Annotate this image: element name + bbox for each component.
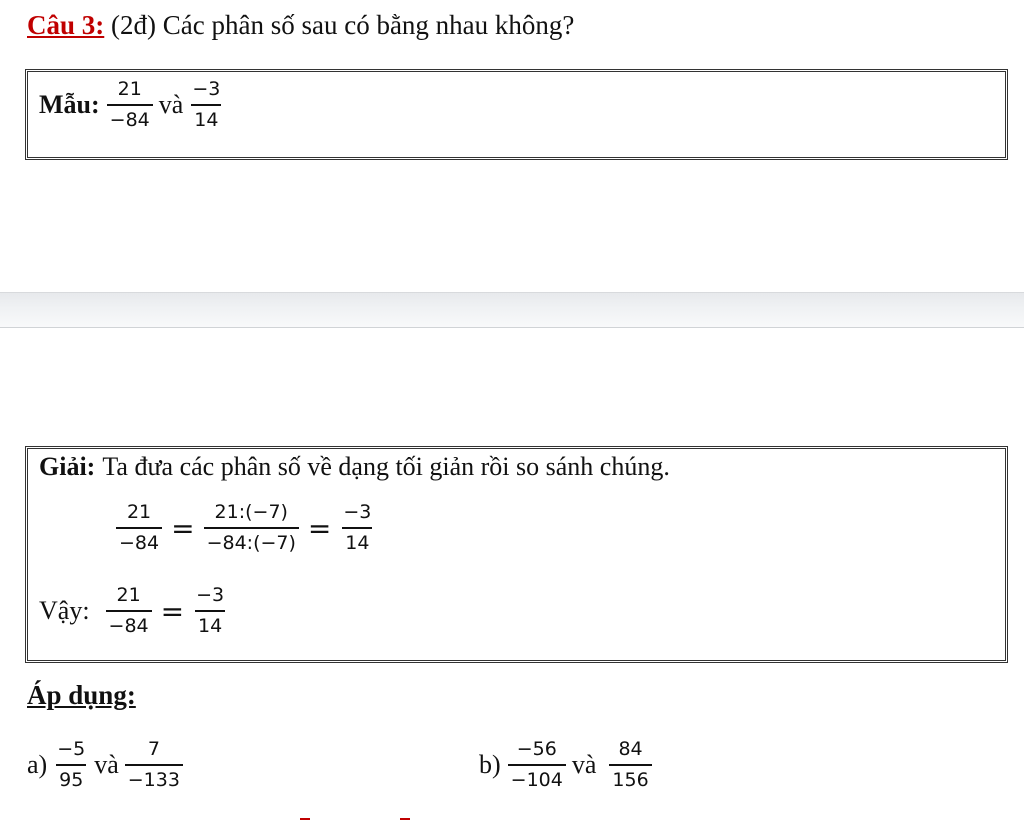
fraction-numerator: −3 [192, 78, 221, 100]
fraction-numerator: 84 [618, 738, 643, 760]
exercise-b-conjunction: và [571, 750, 597, 779]
conclusion-label: Vậy: [39, 596, 90, 625]
fraction-denominator: 14 [195, 610, 225, 636]
exercise-a-conjunction: và [94, 750, 119, 779]
fraction-denominator: −84 [106, 610, 152, 636]
solution-conclusion [39, 586, 227, 636]
fraction-numerator: −5 [57, 738, 86, 760]
fraction-denominator: −84 [107, 104, 153, 130]
example-fraction-1 [107, 80, 153, 130]
fraction-denominator: 14 [342, 527, 372, 553]
exercise-b-fraction-2 [609, 740, 651, 790]
solution-text: Ta đưa các phân số về dạng tối giản rồi so sánh chúng. [102, 452, 670, 481]
solution-label: Giải: [39, 452, 96, 481]
solution-intro [39, 452, 670, 482]
apply-heading: Áp dụng: [27, 680, 136, 710]
solution-equation [116, 503, 374, 553]
conclusion-fraction-1 [106, 586, 152, 636]
fraction-numerator: −3 [196, 584, 225, 606]
fraction-numerator: −3 [343, 501, 372, 523]
example-conjunction: và [158, 90, 184, 119]
eq-fraction-1 [116, 503, 162, 553]
exercise-a [27, 740, 183, 790]
example-label: Mẫu: [39, 90, 100, 119]
fraction-numerator: 21:(−7) [214, 501, 288, 523]
fraction-denominator: −133 [125, 764, 183, 790]
fraction-denominator: −84:(−7) [204, 527, 299, 553]
question-text: (2đ) Các phân số sau có bằng nhau không? [111, 10, 575, 40]
question-number: Câu 3: [27, 10, 105, 40]
question-title [27, 10, 574, 41]
cut-off-content [0, 818, 1024, 826]
eq-fraction-2 [204, 503, 299, 553]
example-line [39, 80, 223, 130]
fraction-numerator: 7 [147, 738, 160, 760]
conclusion-fraction-2 [193, 586, 227, 636]
exercise-b [479, 740, 652, 790]
fraction-denominator: 156 [609, 764, 651, 790]
page-separator [0, 292, 1024, 328]
example-fraction-2 [189, 80, 223, 130]
exercise-b-fraction-1 [508, 740, 566, 790]
fraction-denominator: −104 [508, 764, 566, 790]
equals-sign: = [160, 594, 185, 628]
fraction-numerator: 21 [126, 501, 152, 523]
eq-fraction-3 [340, 503, 374, 553]
equals-sign: = [307, 511, 332, 545]
fraction-numerator: 21 [116, 584, 141, 606]
fraction-denominator: −84 [116, 527, 162, 553]
exercise-a-fraction-2 [125, 740, 183, 790]
fraction-denominator: 14 [191, 104, 221, 130]
exercise-a-fraction-1 [54, 740, 88, 790]
exercise-a-label: a) [27, 750, 48, 779]
equals-sign: = [171, 511, 195, 545]
fraction-numerator: 21 [117, 78, 142, 100]
fraction-denominator: 95 [56, 764, 86, 790]
fraction-numerator: −56 [516, 738, 557, 760]
exercise-b-label: b) [479, 750, 501, 779]
